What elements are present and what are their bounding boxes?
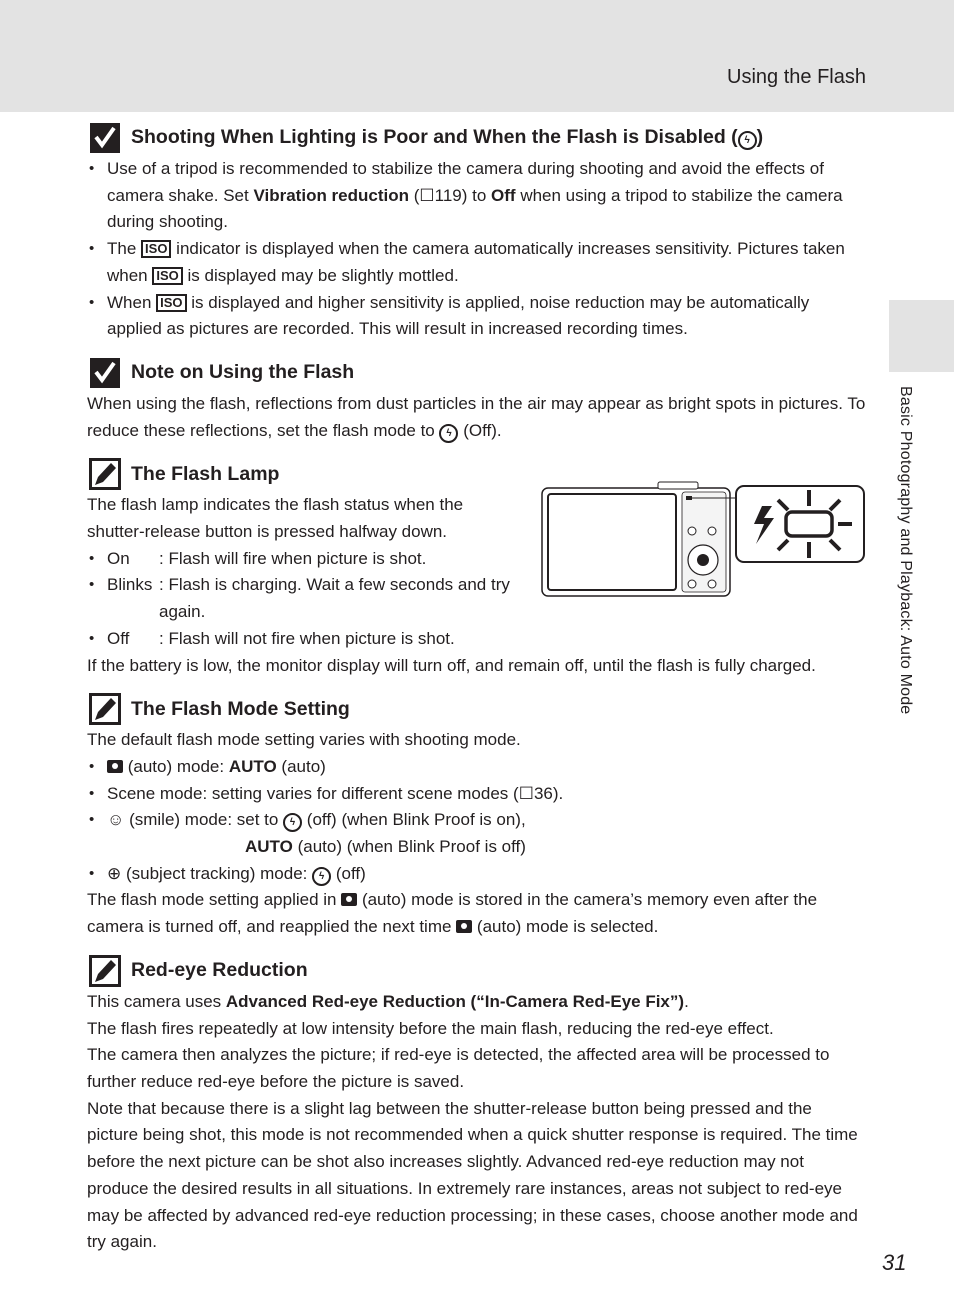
section-heading xyxy=(87,953,867,989)
auto-mode-camera-icon xyxy=(456,920,472,933)
book-ref-icon: ☐ xyxy=(419,185,435,205)
list-item: • When ISO is displayed and higher sensitivity is applied, noise reduction may be automatically applied as pictures are recorded. This will result in increased recording times. xyxy=(87,290,867,343)
chapter-tab xyxy=(889,300,954,372)
list-item: • (auto) mode: AUTO (auto) xyxy=(87,754,867,781)
list-item: • Blinks : Flash is charging. Wait a few seconds and try again. xyxy=(87,572,517,625)
status-list xyxy=(87,546,517,653)
auto-mode-camera-icon xyxy=(341,893,357,906)
subject-tracking-icon: ⊕ xyxy=(107,863,122,883)
page-header-title: Using the Flash xyxy=(727,66,866,88)
header-band xyxy=(0,0,954,112)
bullet-list xyxy=(87,754,867,888)
paragraph: The default flash mode setting varies with shooting mode. xyxy=(87,730,521,750)
section-flash-mode xyxy=(87,691,867,941)
checkmark-note-icon xyxy=(89,122,121,154)
auto-mode-camera-icon xyxy=(107,760,123,773)
paragraph: The camera then analyzes the picture; if red-eye is detected, the affected area will be processed to further reduce red-eye before the picture is saved. xyxy=(87,1045,830,1091)
pencil-note-icon xyxy=(89,693,121,725)
iso-icon: ISO xyxy=(141,240,171,258)
section-title: The Flash Lamp xyxy=(131,462,280,485)
paragraph: The flash mode setting applied in (auto) mode is stored in the camera’s memory even after the camera is turned off, and reapplied the next time (auto) mode is selected. xyxy=(87,890,818,937)
list-item: • Scene mode: setting varies for different scene modes (☐36). xyxy=(87,781,867,808)
list-item: • ☺ (smile) mode: set to ϟ (off) (when Blink Proof is on), AUTO (auto) (when Blink Proof is off) xyxy=(87,807,867,860)
smile-mode-icon: ☺ xyxy=(107,810,125,830)
pencil-note-icon xyxy=(89,458,121,490)
flash-lamp-illustration xyxy=(540,478,866,600)
flash-off-icon: ϟ xyxy=(283,813,302,832)
paragraph: This camera uses Advanced Red-eye Reduction (“In-Camera Red-Eye Fix”). xyxy=(87,991,689,1011)
section-title: The Flash Mode Setting xyxy=(131,697,350,720)
page-number: 31 xyxy=(882,1250,907,1275)
section-red-eye xyxy=(87,953,867,1256)
section-poor-lighting xyxy=(87,120,867,343)
section-heading xyxy=(87,120,867,156)
book-ref-icon: ☐ xyxy=(518,783,534,803)
flash-off-icon: ϟ xyxy=(738,131,757,150)
flash-auto-icon: AUTO xyxy=(245,837,293,857)
chapter-label: Basic Photography and Playback: Auto Mode xyxy=(897,386,914,715)
flash-off-icon: ϟ xyxy=(439,424,458,443)
paragraph: Note that because there is a slight lag between the shutter-release button being pressed and the picture being shot, this mode is not recommended when a quick shutter response is required. The time before the next picture can be shot also increases slightly. Advanced red-eye reduction may not produce the desired results in all situations. In extremely rare instances, areas not subject to red-eye may be affected by advanced red-eye reduction processing; in these cases, choose another mode and try again. xyxy=(87,1098,858,1252)
section-heading xyxy=(87,691,867,727)
list-item: • The ISO indicator is displayed when the camera automatically increases sensitivity. Pictures taken when ISO is displayed may be slightly mottled. xyxy=(87,236,867,289)
flash-off-icon: ϟ xyxy=(312,867,331,886)
pencil-note-icon xyxy=(89,955,121,987)
paragraph: The flash lamp indicates the flash status when the shutter-release button is pressed halfway down. xyxy=(87,495,464,542)
list-item: • Use of a tripod is recommended to stabilize the camera during shooting and avoid the effects of camera shake. Set Vibration reduction (☐119) to Off when using a tripod to stabilize the camera during shooting. xyxy=(87,156,867,236)
paragraph: If the battery is low, the monitor display will turn off, and remain off, until the flash is fully charged. xyxy=(87,655,816,675)
section-heading xyxy=(87,355,867,391)
checkmark-note-icon xyxy=(89,357,121,389)
list-item: • Off : Flash will not fire when picture is shot. xyxy=(87,626,517,653)
flash-auto-icon: AUTO xyxy=(228,756,277,776)
section-title: Shooting When Lighting is Poor and When the Flash is Disabled ( ϟ ) xyxy=(131,126,764,148)
section-title: Red-eye Reduction xyxy=(131,959,308,982)
paragraph: When using the flash, reflections from dust particles in the air may appear as bright spots in pictures. To reduce these reflections, set the flash mode to ϟ (Off). xyxy=(87,391,867,444)
list-item: • On : Flash will fire when picture is shot. xyxy=(87,546,517,573)
section-title: Note on Using the Flash xyxy=(131,361,355,384)
list-item: • ⊕ (subject tracking) mode: ϟ (off) xyxy=(87,861,867,888)
bullet-list xyxy=(87,156,867,343)
paragraph: The flash fires repeatedly at low intensity before the main flash, reducing the red-eye effect. xyxy=(87,1018,774,1038)
iso-icon: ISO xyxy=(152,267,182,285)
section-flash-note xyxy=(87,355,867,444)
page-content xyxy=(87,120,867,1256)
iso-icon: ISO xyxy=(156,294,186,312)
